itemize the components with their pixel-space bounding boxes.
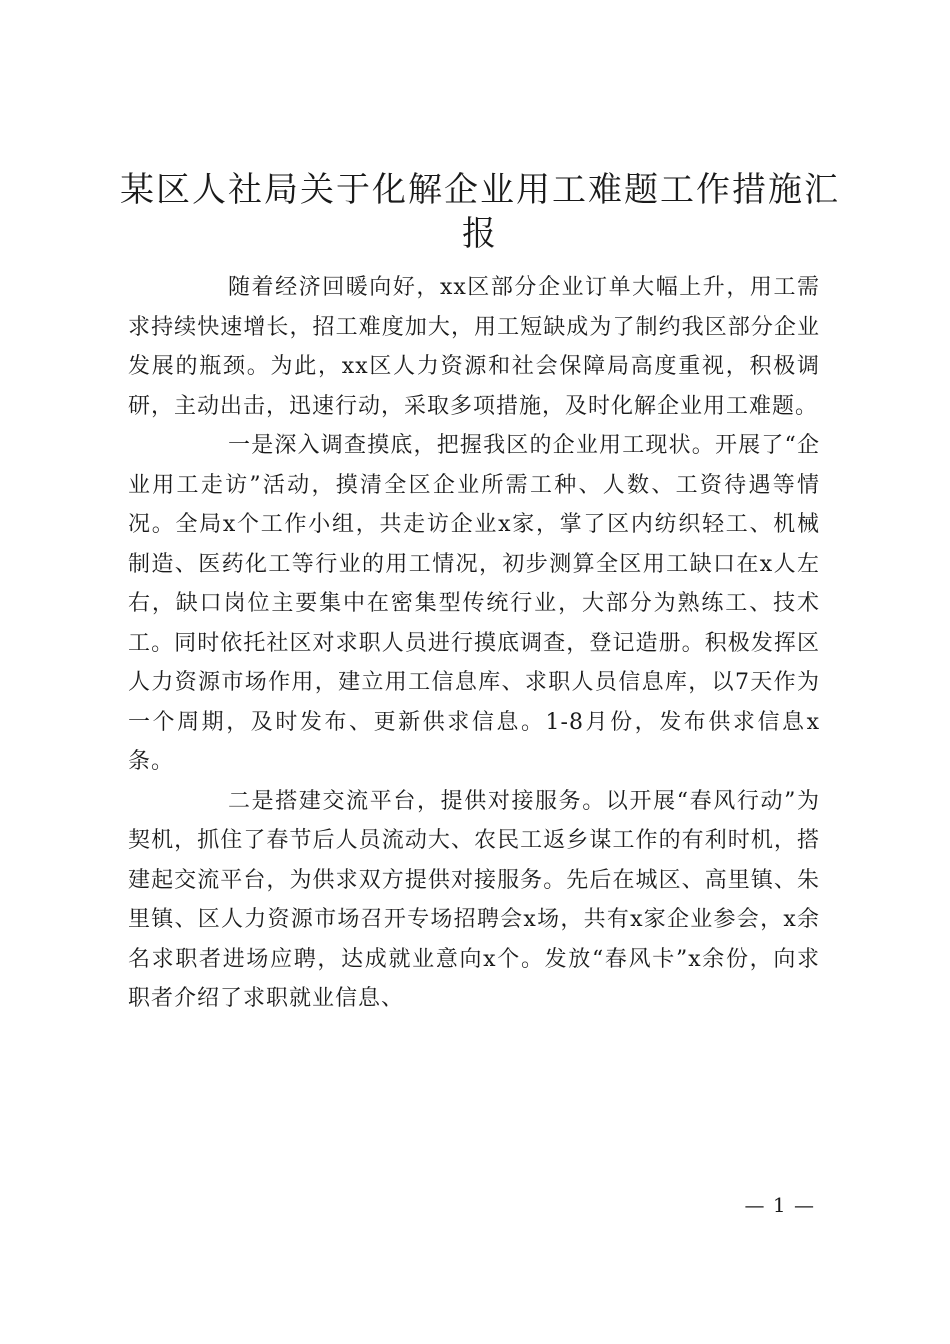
document-body bbox=[128, 268, 820, 1019]
paragraph-survey: 一是深入调查摸底，把握我区的企业用工现状。开展了“企业用工走访”活动，摸清全区企业所需工种、人数、工资待遇等情况。全局x个工作小组，共走访企业x家，掌了区内纺织轻工、机械制造、医药化工等行业的用工情况，初步测算全区用工缺口在x人左右，缺口岗位主要集中在密集型传统行业，大部分为熟练工、技术工。同时依托社区对求职人员进行摸底调查，登记造册。积极发挥区人力资源市场作用，建立用工信息库、求职人员信息库，以7天作为一个周期，及时发布、更新供求信息。1-8月份，发布供求信息x条。 bbox=[128, 433, 820, 774]
document-title: 某区人社局关于化解企业用工难题工作措施汇报 bbox=[120, 170, 840, 254]
paragraph-platform: 二是搭建交流平台，提供对接服务。以开展“春风行动”为契机，抓住了春节后人员流动大、农民工返乡谋工作的有利时机，搭建起交流平台，为供求双方提供对接服务。先后在城区、高里镇、朱里镇、区人力资源市场召开专场招聘会x场，共有x家企业参会，x余名求职者进场应聘，达成就业意向x个。发放“春风卡”x余份，向求职者介绍了求职就业信息、 bbox=[128, 788, 820, 1011]
page-number: — 1 — bbox=[744, 1193, 815, 1217]
paragraph-intro: 随着经济回暖向好，xx区部分企业订单大幅上升，用工需求持续快速增长，招工难度加大，用工短缺成为了制约我区部分企业发展的瓶颈。为此，xx区人力资源和社会保障局高度重视，积极调研，主动出击，迅速行动，采取多项措施，及时化解企业用工难题。 bbox=[128, 275, 820, 419]
